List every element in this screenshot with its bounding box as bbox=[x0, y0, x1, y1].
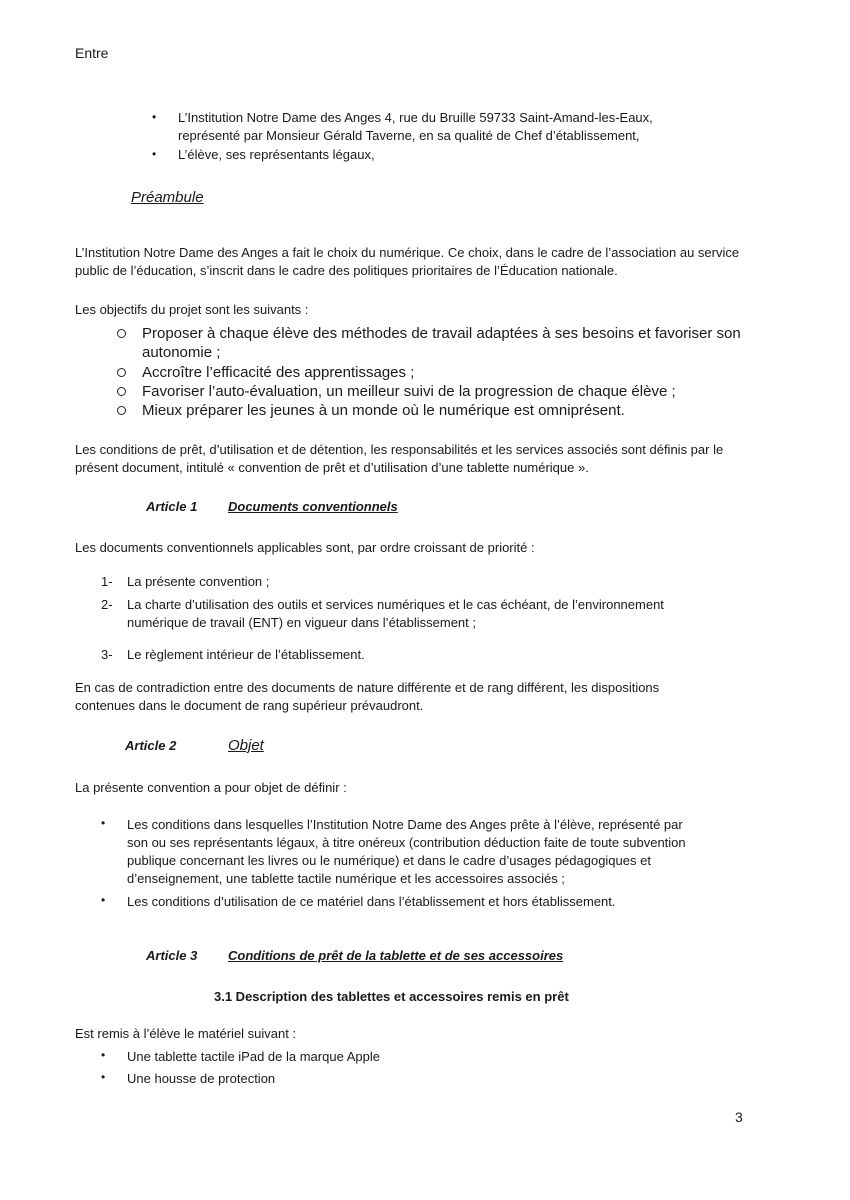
article1-item2-line1: La charte d’utilisation des outils et services numériques et le cas échéant, de l’environnement bbox=[127, 597, 664, 612]
article2-intro: La présente convention a pour objet de définir : bbox=[75, 780, 347, 795]
article1-intro: Les documents conventionnels applicables sont, par ordre croissant de priorité : bbox=[75, 540, 535, 555]
article2-label: Article 2 bbox=[125, 738, 177, 753]
circle-bullet-icon bbox=[117, 387, 126, 396]
party-eleve: L’élève, ses représentants légaux, bbox=[178, 147, 375, 162]
circle-bullet-icon bbox=[117, 406, 126, 415]
article3-title: Conditions de prêt de la tablette et de ses accessoires bbox=[228, 948, 564, 963]
circle-bullet-icon bbox=[117, 368, 126, 377]
article2-title: Objet bbox=[228, 737, 264, 754]
bullet-icon: • bbox=[152, 110, 157, 124]
article1-label: Article 1 bbox=[146, 499, 198, 514]
article1-item1: La présente convention ; bbox=[127, 574, 270, 589]
objectif-1-line1: Proposer à chaque élève des méthodes de travail adaptées à ses besoins et favoriser son bbox=[142, 325, 741, 342]
article3-label: Article 3 bbox=[146, 948, 198, 963]
objectif-3: Favoriser l’auto-évaluation, un meilleur suivi de la progression de chaque élève ; bbox=[142, 383, 676, 400]
contradiction-line2: contenues dans le document de rang supérieur prévaudront. bbox=[75, 698, 424, 713]
bullet-icon: • bbox=[152, 147, 157, 161]
preambule-para1-line1: L’Institution Notre Dame des Anges a fait le choix du numérique. Ce choix, dans le cadre de l’association au service bbox=[75, 245, 740, 260]
bullet-icon: • bbox=[101, 1048, 106, 1062]
article1-title: Documents conventionnels bbox=[228, 499, 398, 514]
preambule-title: Préambule bbox=[131, 189, 204, 206]
bullet-icon: • bbox=[101, 893, 106, 907]
article2-bullet1-line3: publique concernant les livres ou le numérique) et dans le cadre d’usages pédagogiques et bbox=[127, 853, 651, 868]
circle-bullet-icon bbox=[117, 329, 126, 338]
article2-bullet1-line4: d’enseignement, une tablette tactile numérique et les accessoires associés ; bbox=[127, 871, 565, 886]
article3-item1: Une tablette tactile iPad de la marque Apple bbox=[127, 1049, 380, 1064]
article2-bullet1-line2: son ou ses représentants légaux, à titre onéreux (contribution déduction faite de toute subvention bbox=[127, 835, 686, 850]
entre-heading: Entre bbox=[75, 45, 109, 61]
article1-item2-line2: numérique de travail (ENT) en vigueur dans l’établissement ; bbox=[127, 615, 477, 630]
article3-item2: Une housse de protection bbox=[127, 1071, 276, 1086]
article2-bullet2: Les conditions d’utilisation de ce matériel dans l’établissement et hors établissement. bbox=[127, 894, 616, 909]
article3-intro: Est remis à l’élève le matériel suivant : bbox=[75, 1026, 297, 1041]
party-institution-line1: L’Institution Notre Dame des Anges 4, rue du Bruille 59733 Saint-Amand-les-Eaux, bbox=[178, 110, 653, 125]
preambule-para1-line2: public de l’éducation, s’inscrit dans le cadre des politiques prioritaires de l’Éducation nationale. bbox=[75, 263, 618, 278]
party-institution-line2: représenté par Monsieur Gérald Taverne, en sa qualité de Chef d’établissement, bbox=[178, 128, 640, 143]
bullet-icon: • bbox=[101, 816, 106, 830]
list-number: 1- bbox=[101, 574, 113, 589]
bullet-icon: • bbox=[101, 1070, 106, 1084]
objectif-2: Accroître l’efficacité des apprentissages ; bbox=[142, 364, 415, 381]
contradiction-line1: En cas de contradiction entre des documents de nature différente et de rang différent, les dispositions bbox=[75, 680, 660, 695]
conditions-line1: Les conditions de prêt, d’utilisation et de détention, les responsabilités et les services associés sont définis par le bbox=[75, 442, 724, 457]
list-number: 3- bbox=[101, 647, 113, 662]
article3-subtitle: 3.1 Description des tablettes et accessoires remis en prêt bbox=[214, 989, 569, 1004]
article2-bullet1-line1: Les conditions dans lesquelles l’Institution Notre Dame des Anges prête à l’élève, représenté par bbox=[127, 817, 683, 832]
objectifs-intro: Les objectifs du projet sont les suivants : bbox=[75, 302, 309, 317]
conditions-line2: présent document, intitulé « convention de prêt et d’utilisation d’une tablette numérique ». bbox=[75, 460, 589, 475]
list-number: 2- bbox=[101, 597, 113, 612]
article1-item3: Le règlement intérieur de l’établissement. bbox=[127, 647, 365, 662]
page-number: 3 bbox=[735, 1109, 743, 1125]
objectif-4: Mieux préparer les jeunes à un monde où le numérique est omniprésent. bbox=[142, 402, 625, 419]
objectif-1-line2: autonomie ; bbox=[142, 344, 221, 361]
